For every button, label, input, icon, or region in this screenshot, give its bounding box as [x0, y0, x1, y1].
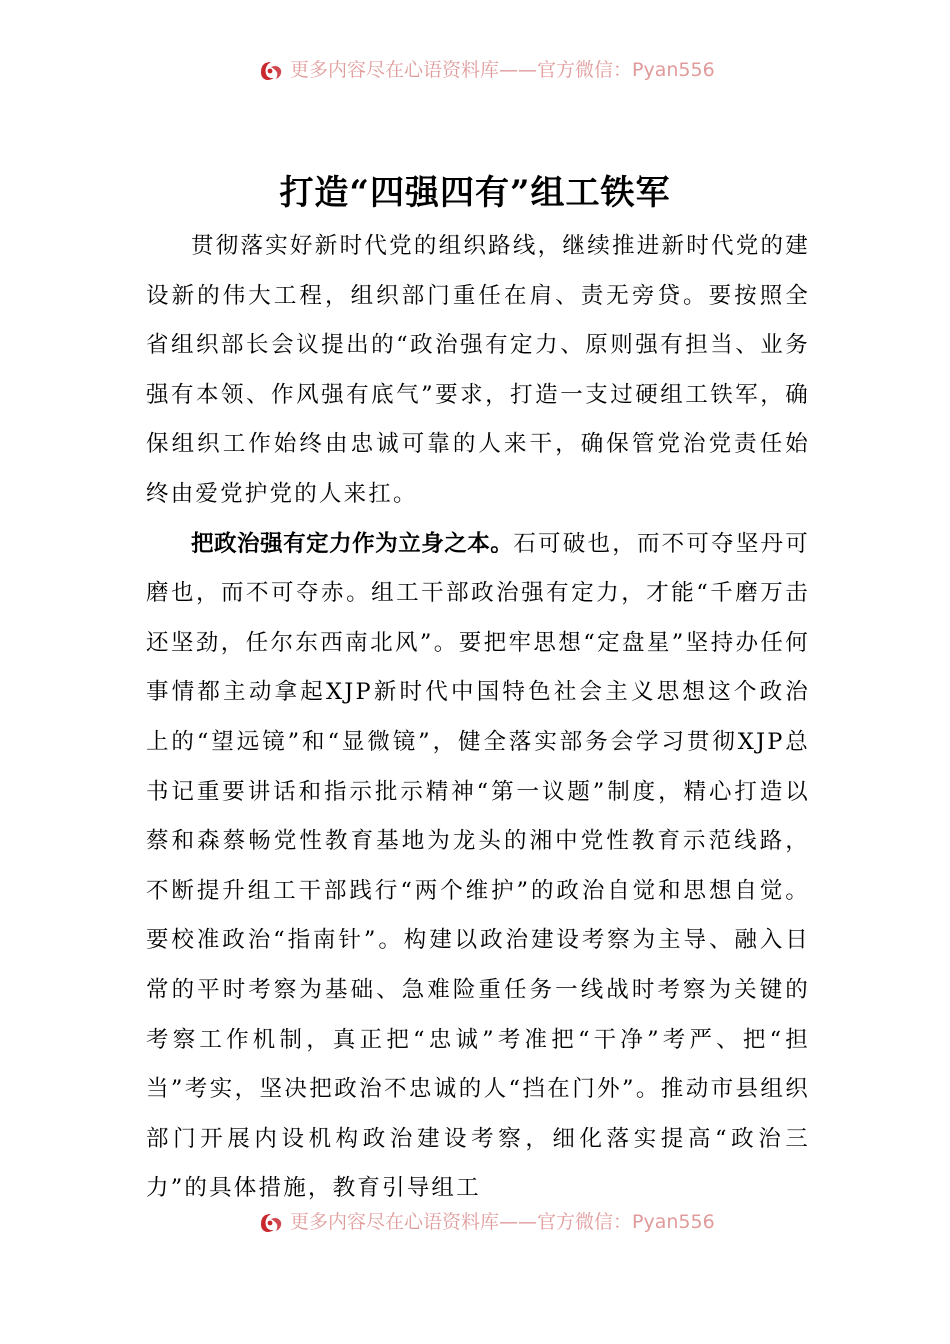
paragraph-intro — [146, 222, 810, 520]
paragraph-political-strength — [146, 520, 810, 1214]
paragraph-text: 石可破也，而不可夺坚丹可磨也，而不可夺赤。组工干部政治强有定力，才能“千磨万击还坚劲，任尔东西南北风”。要把牢思想“定盘星”坚持办任何事情都主动拿起XJP新时代中国特色社会主义思想这个政治上的“望远镜”和“显微镜”，健全落实部务会学习贯彻XJP总书记重要讲话和指示批示精神“第一议题”制度，精心打造以蔡和森蔡畅党性教育基地为龙头的湘中党性教育示范线路，不断提升组工干部践行“两个维护”的政治自觉和思想自觉。要校准政治“指南针”。构建以政治建设考察为主导、融入日常的平时考察为基础、急难险重任务一线战时考察为关键的考察工作机制，真正把“忠诚”考准把“干净”考严、把“担当”考实，坚决把政治不忠诚的人“挡在门外”。推动市县组织部门开展内设机构政治建设考察，细化落实提高“政治三力”的具体措施，教育引导组工 — [146, 530, 810, 1202]
watermark-header — [258, 55, 738, 85]
document-title: 打造“四强四有”组工铁军 — [279, 173, 671, 213]
watermark-text: 更多内容尽在心语资料库——官方微信：Pyan556 — [290, 1211, 715, 1233]
document-body — [146, 222, 810, 1214]
watermark-logo-icon — [258, 58, 284, 82]
watermark-logo-icon — [258, 1210, 284, 1234]
paragraph-lead-sentence: 把政治强有定力作为立身之本。 — [191, 530, 514, 557]
watermark-text: 更多内容尽在心语资料库——官方微信：Pyan556 — [290, 59, 715, 81]
paragraph-text: 贯彻落实好新时代党的组织路线，继续推进新时代党的建设新的伟大工程，组织部门重任在肩、责无旁贷。要按照全省组织部长会议提出的“政治强有定力、原则强有担当、业务强有本领、作风强有底气”要求，打造一支过硬组工铁军，确保组织工作始终由忠诚可靠的人来干，确保管党治党责任始终由爱党护党的人来扛。 — [146, 233, 810, 507]
watermark-footer — [258, 1207, 738, 1237]
